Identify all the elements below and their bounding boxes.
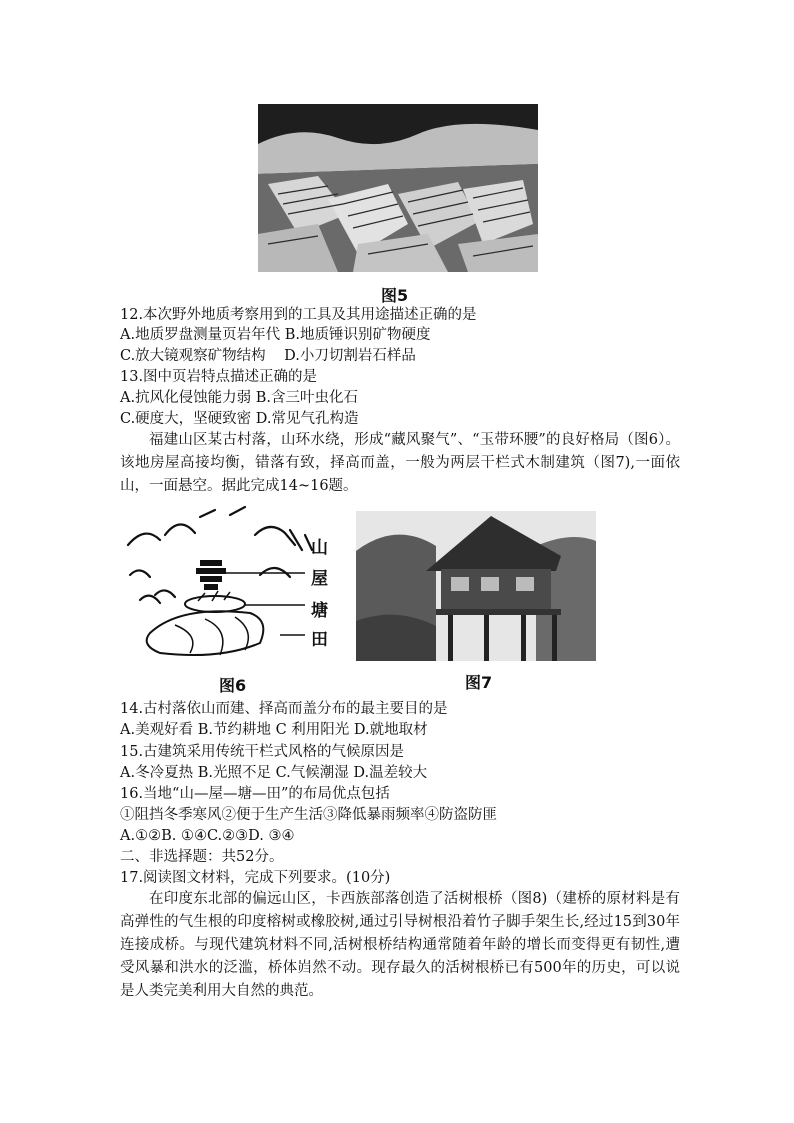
question-15-stem: 15.古建筑采用传统干栏式风格的气候原因是	[120, 744, 405, 760]
question-12-stem: 12.本次野外地质考察用到的工具及其用途描述正确的是	[120, 307, 477, 323]
figure-5-caption: 图5	[381, 286, 409, 305]
figure-6-label-house: 屋	[311, 569, 328, 589]
question-14-options: A.美观好看 B.节约耕地 C 利用阳光 D.就地取材	[120, 722, 428, 738]
figure-6-label-mountain: 山	[311, 538, 328, 558]
question-14-stem: 14.古村落依山而建、择高而盖分布的最主要目的是	[120, 701, 448, 717]
section-2-heading: 二、非选择题：共52分。	[120, 849, 284, 865]
root-bridge-paragraph: 在印度东北部的偏远山区，卡西族部落创造了活树根桥（图8)（建桥的原材料是有高弹性的气生根的印度榕树或橡胶树,通过引导树根沿着竹子脚手架生长,经过15到30年连接成桥。与现代建筑材料不同,活树根桥结构通常随着年龄的增长而变得更有韧性,遭受风暴和洪水的泛滥，桥体岿然不动。现存最久的活树根桥已有500年的历史，可以说是人类完美利用大自然的典范。	[120, 891, 680, 999]
shale-rock-illustration	[258, 104, 538, 272]
question-13-options-ab: A.抗风化侵蚀能力弱 B.含三叶虫化石	[120, 390, 358, 406]
question-16-statements: ①阻挡冬季寒风②便于生产生活③降低暴雨频率④防盗防匪	[120, 807, 497, 823]
stilt-house-illustration	[356, 511, 596, 661]
figure-6-label-pond: 塘	[311, 601, 328, 621]
question-13-options-cd: C.硬度大，坚硬致密 D.常见气孔构造	[120, 411, 359, 427]
figure-6-caption: 图6	[219, 676, 247, 695]
question-16-stem: 16.当地“山—屋—塘—田”的布局优点包括	[120, 786, 390, 802]
question-15-options: A.冬冷夏热 B.光照不足 C.气候潮湿 D.温差较大	[120, 765, 428, 781]
figure-5-shale-photo	[258, 104, 538, 272]
figure-6-label-field: 田	[311, 630, 328, 650]
question-17-stem: 17.阅读图文材料，完成下列要求。(10分)	[120, 870, 391, 886]
figure-7-caption: 图7	[465, 673, 493, 692]
village-intro-paragraph: 福建山区某古村落，山环水绕，形成“藏风聚气”、“玉带环腰”的良好格局（图6）。该地房屋高接均衡，错落有致，择高而盖，一般为两层干栏式木制建筑（图7),一面依山，一面悬空。据此完成14~16题。	[120, 432, 680, 494]
question-12-options-ab: A.地质罗盘测量页岩年代 B.地质锤识别矿物硬度	[120, 327, 431, 343]
question-16-options: A.①②B. ①④C.②③D. ③④	[120, 828, 295, 844]
question-13-stem: 13.图中页岩特点描述正确的是	[120, 369, 318, 385]
figure-7-stilt-house-photo	[356, 511, 596, 661]
question-12-options-cd: C.放大镜观察矿物结构 D.小刀切割岩石样品	[120, 348, 416, 364]
